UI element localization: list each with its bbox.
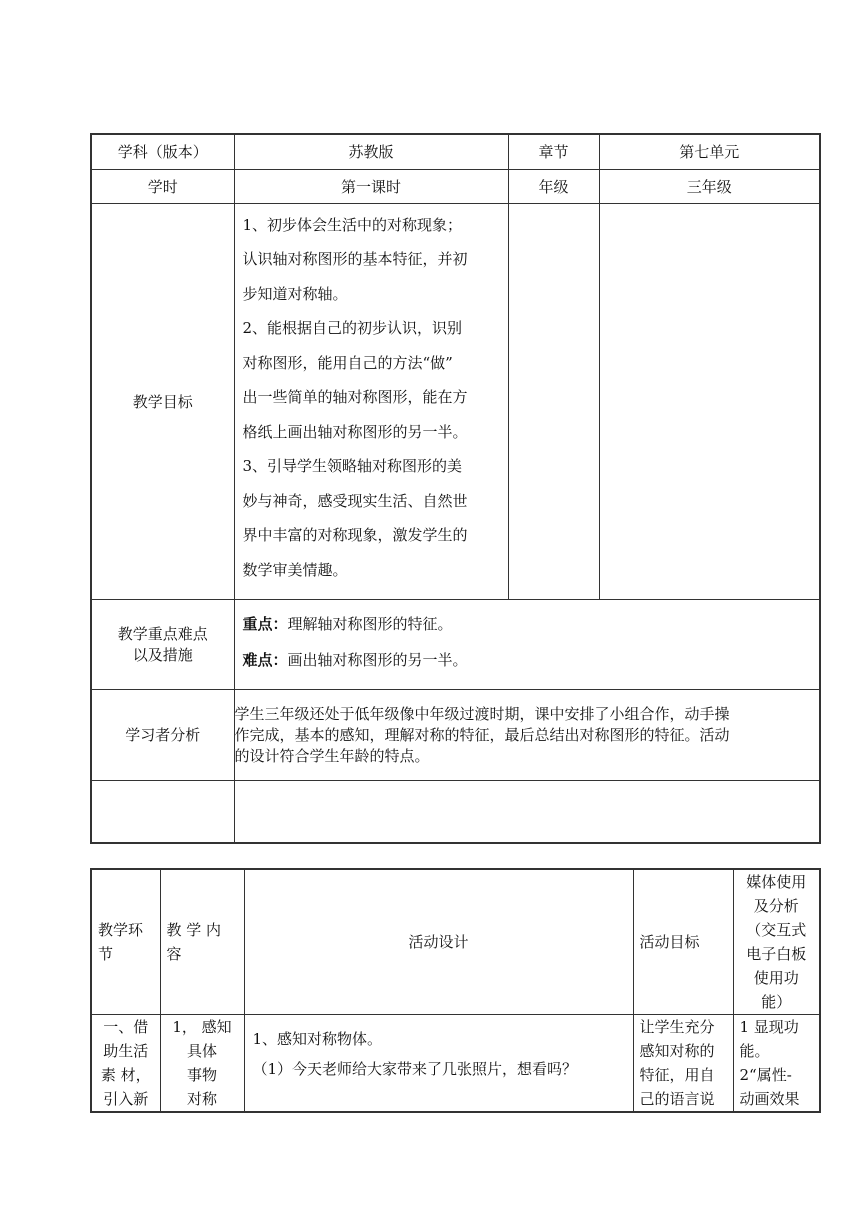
lesson-info-table (90, 133, 821, 844)
label-line: 教学重点难点 (117, 625, 208, 643)
cell-line: 1 显现功 (739, 1018, 799, 1036)
cell-line: （1）今天老师给大家带来了几张照片，想看吗？ (252, 1060, 578, 1078)
header-line: 能） (761, 993, 792, 1011)
goal-line: 3、引导学生领略轴对称图形的美 (242, 457, 463, 475)
goal-line: 认识轴对称图形的基本特征，并初 (242, 250, 468, 268)
stage-header (91, 869, 160, 1015)
key-difficult-points-label (91, 599, 234, 689)
design-cell (244, 1015, 633, 1113)
key-difficult-points-text (234, 599, 820, 689)
cell-line: 2“属性- (739, 1066, 792, 1084)
cell-line: 一、借 (103, 1018, 149, 1036)
learner-line: 作完成，基本的感知，理解对称的特征，最后总结出对称图形的特征。活动 (234, 726, 730, 744)
header-line: 节 (98, 945, 114, 963)
label-line: 以及措施 (132, 646, 193, 664)
difficulty-label: 难点： (242, 650, 288, 669)
empty-cell (508, 203, 599, 599)
cell-line: 事物 (186, 1066, 217, 1084)
cell-line: 具体 (186, 1042, 217, 1060)
goal-line: 2、能根据自己的初步认识，识别 (242, 319, 463, 337)
cell-line: 素 材， (100, 1066, 151, 1084)
period-value: 第一课时 (234, 169, 508, 203)
empty-cell (91, 780, 234, 843)
cell-line: 动画效果 (739, 1090, 800, 1108)
learner-line: 学生三年级还处于低年级像中年级过渡时期，课中安排了小组合作，动手操 (234, 705, 730, 723)
header-line: 及分析 (753, 897, 799, 915)
goal-line: 对称图形，能用自己的方法“做” (242, 353, 453, 372)
chapter-label: 章节 (508, 134, 599, 169)
media-cell (733, 1015, 820, 1113)
learner-line: 的设计符合学生年龄的特点。 (234, 747, 430, 765)
teaching-goals-text (234, 203, 508, 599)
goal-header: 活动目标 (633, 869, 733, 1015)
difficulty-text: 画出轴对称图形的另一半。 (287, 650, 468, 669)
empty-cell (599, 203, 820, 599)
goal-line: 界中丰富的对称现象，激发学生的 (242, 526, 468, 544)
grade-value: 三年级 (599, 169, 820, 203)
subject-label: 学科（版本） (91, 134, 234, 169)
cell-line: 对称 (186, 1090, 217, 1108)
header-line: 容 (166, 945, 182, 963)
key-point-label: 重点： (242, 614, 288, 633)
cell-line: 感知对称的 (639, 1042, 715, 1060)
teaching-goals-label: 教学目标 (91, 203, 234, 599)
header-line: 使用功 (753, 969, 799, 987)
cell-line: 能。 (739, 1042, 770, 1060)
content-cell (160, 1015, 244, 1113)
cell-line: 己的语言说 (639, 1090, 715, 1108)
empty-cell (234, 780, 820, 843)
key-point-line (243, 606, 812, 642)
stage-cell (91, 1015, 160, 1113)
header-line: 媒体使用 (746, 873, 807, 891)
goal-cell (633, 1015, 733, 1113)
header-line: 电子白板 (746, 945, 807, 963)
goal-line: 出一些简单的轴对称图形，能在方 (242, 388, 468, 406)
cell-line: 让学生充分 (639, 1018, 715, 1036)
cell-line: 特征，用自 (639, 1066, 715, 1084)
activity-design-table (90, 868, 821, 1113)
content-header (160, 869, 244, 1015)
goal-line: 1、初步体会生活中的对称现象； (242, 215, 463, 234)
design-header: 活动设计 (244, 869, 633, 1015)
goal-line: 格纸上画出轴对称图形的另一半。 (242, 422, 468, 441)
grade-label: 年级 (508, 169, 599, 203)
goal-line: 妙与神奇，感受现实生活、自然世 (242, 491, 468, 510)
cell-line: 引入新 (103, 1090, 149, 1108)
subject-value: 苏教版 (234, 134, 508, 169)
header-line: 教 学 内 (166, 921, 222, 939)
learner-analysis-text (234, 689, 820, 780)
media-header (733, 869, 820, 1015)
cell-line: 助生活 (103, 1042, 149, 1060)
chapter-value: 第七单元 (599, 134, 820, 169)
goal-line: 数学审美情趣。 (242, 560, 348, 579)
cell-line: 1、感知对称物体。 (252, 1030, 383, 1048)
period-label: 学时 (91, 169, 234, 203)
key-point-text: 理解轴对称图形的特征。 (287, 614, 453, 633)
header-line: 教学环 (98, 921, 144, 939)
learner-analysis-label: 学习者分析 (91, 689, 234, 780)
header-line: （交互式 (746, 921, 807, 939)
goal-line: 步知道对称轴。 (242, 284, 348, 303)
difficulty-line (243, 642, 812, 678)
cell-line: 1， 感知 (172, 1018, 232, 1036)
